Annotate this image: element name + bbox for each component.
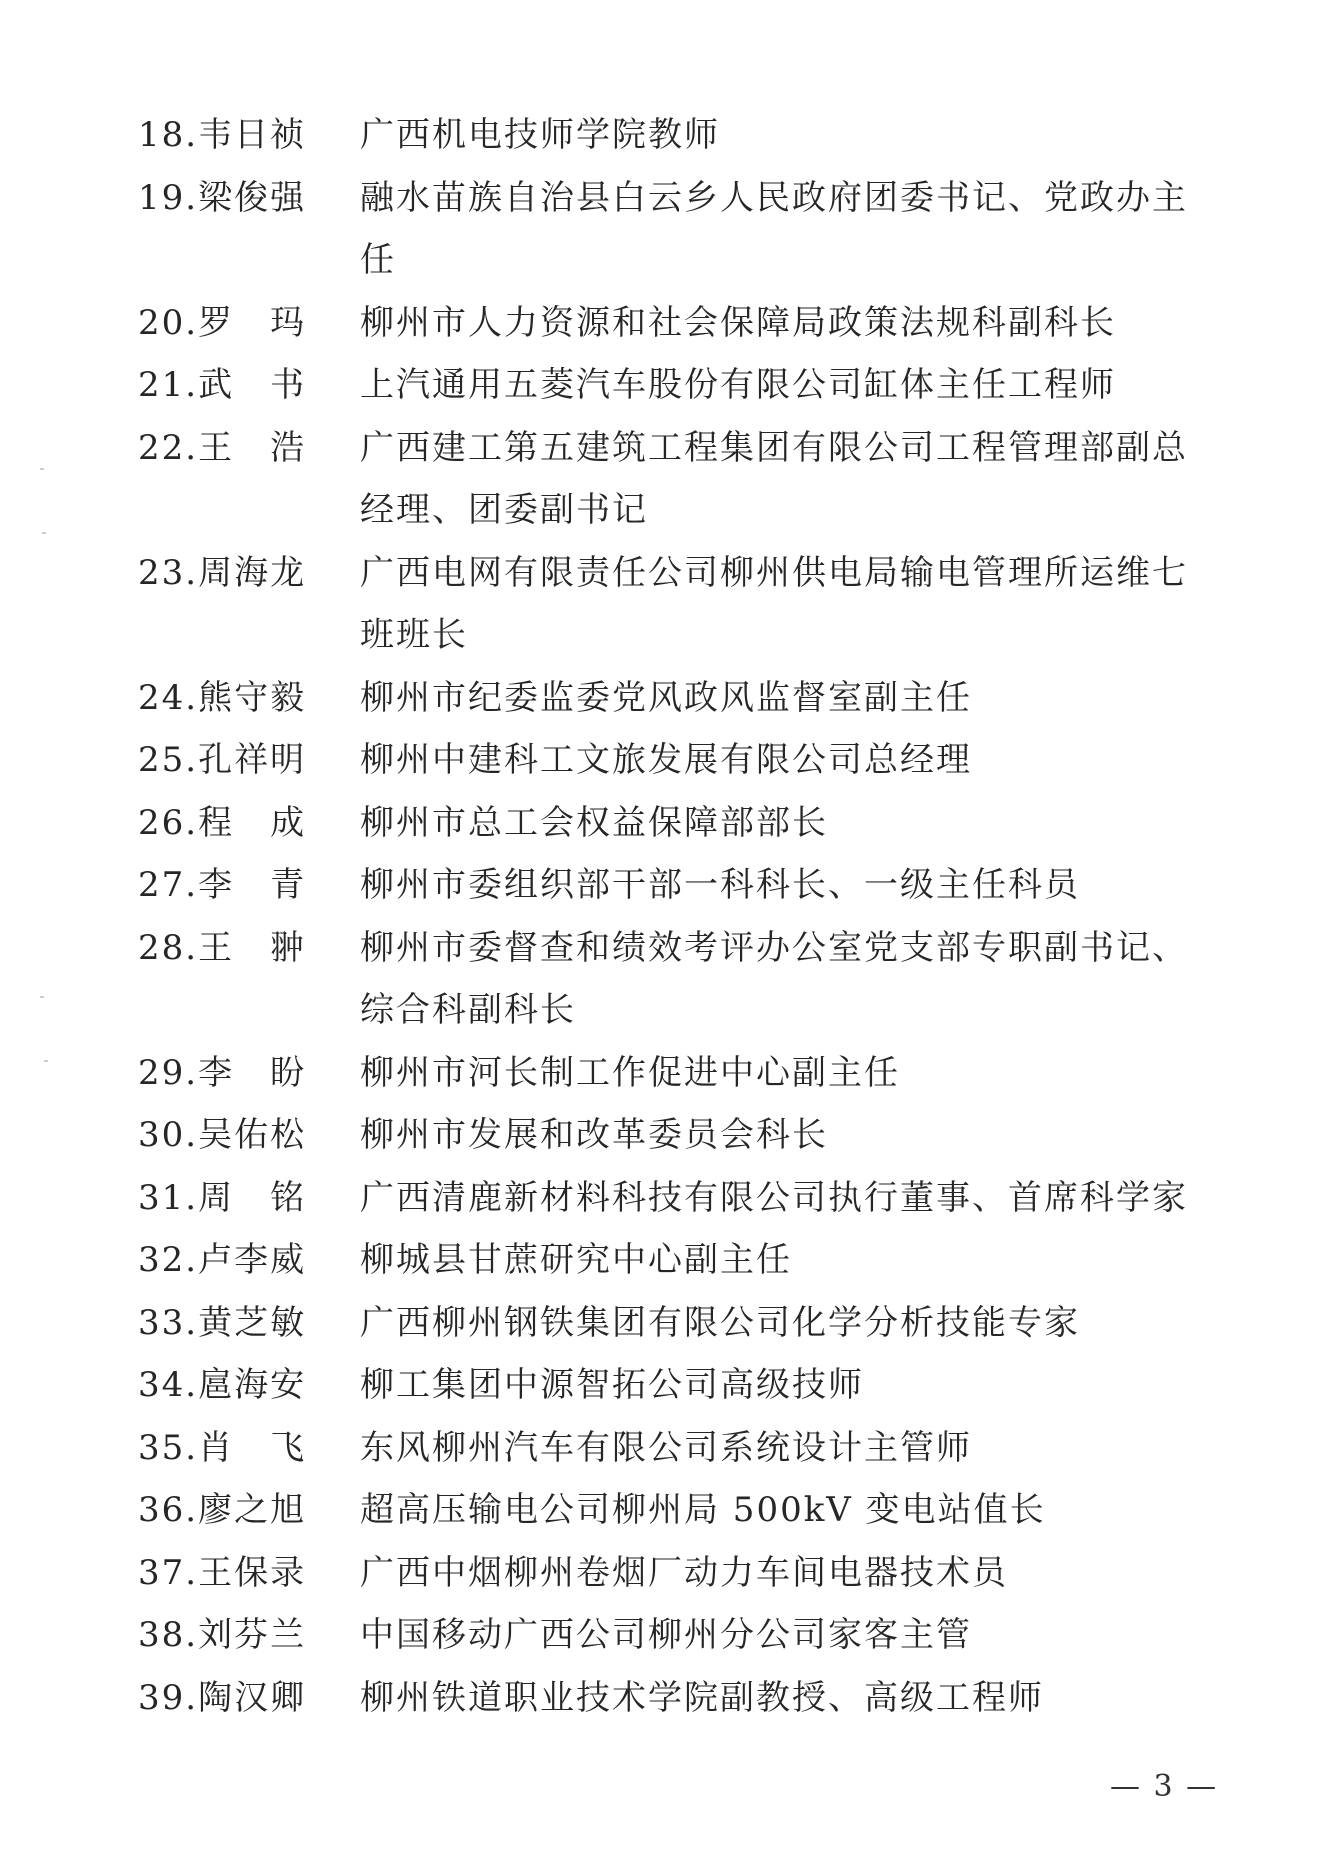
entry-position: 柳州铁道职业技术学院副教授、高级工程师 — [360, 1677, 1044, 1718]
scan-speck — [42, 532, 46, 534]
entry-position: 上汽通用五菱汽车股份有限公司缸体主任工程师 — [360, 365, 1116, 405]
personnel-list — [138, 104, 1188, 1729]
entry-number-name: 32.卢李威 — [138, 1240, 307, 1280]
entry-number-name: 38.刘芬兰 — [138, 1615, 307, 1655]
entry-position: 广西建工第五建筑工程集团有限公司工程管理部副总经理、团委副书记 — [360, 427, 1188, 530]
entry-number-name: 22.王 浩 — [138, 427, 307, 468]
list-item — [138, 104, 1188, 167]
list-item — [138, 542, 1188, 667]
entry-position: 广西机电技师学院教师 — [360, 115, 720, 155]
entry-number-name: 34.扈海安 — [138, 1365, 307, 1405]
entry-position: 柳州市总工会权益保障部部长 — [360, 802, 828, 843]
list-item — [138, 1167, 1188, 1230]
entry-number-name: 23.周海龙 — [138, 552, 307, 593]
entry-position: 广西中烟柳州卷烟厂动力车间电器技术员 — [360, 1552, 1008, 1593]
list-item — [138, 1354, 1188, 1417]
entry-number-name: 30.吴佑松 — [138, 1115, 307, 1155]
entry-position: 东风柳州汽车有限公司系统设计主管师 — [360, 1427, 972, 1468]
entry-number-name: 29.李 盼 — [138, 1052, 307, 1093]
list-item — [138, 1604, 1188, 1667]
list-item — [138, 917, 1188, 1042]
entry-position: 柳州市人力资源和社会保障局政策法规科副科长 — [360, 302, 1116, 343]
list-item — [138, 1042, 1188, 1105]
entry-number-name: 20.罗 玛 — [138, 302, 307, 343]
list-item — [138, 417, 1188, 542]
entry-number-name: 39.陶汉卿 — [138, 1677, 307, 1718]
entry-number-name: 26.程 成 — [138, 802, 307, 843]
entry-number-name: 21.武 书 — [138, 365, 307, 405]
entry-position: 超高压输电公司柳州局 500kV 变电站值长 — [360, 1490, 1046, 1530]
entry-number-name: 25.孔祥明 — [138, 740, 307, 780]
list-item — [138, 792, 1188, 855]
list-item — [138, 854, 1188, 917]
entry-number-name: 35.肖 飞 — [138, 1427, 307, 1468]
list-item — [138, 1417, 1188, 1480]
list-item — [138, 354, 1188, 417]
entry-number-name: 37.王保录 — [138, 1552, 307, 1593]
entry-position: 中国移动广西公司柳州分公司家客主管 — [360, 1615, 972, 1655]
list-item — [138, 1229, 1188, 1292]
entry-position: 柳州市发展和改革委员会科长 — [360, 1115, 828, 1155]
list-item — [138, 167, 1188, 292]
entry-position: 柳州市纪委监委党风政风监督室副主任 — [360, 677, 972, 718]
list-item — [138, 1542, 1188, 1605]
list-item — [138, 667, 1188, 730]
entry-position: 广西柳州钢铁集团有限公司化学分析技能专家 — [360, 1302, 1080, 1343]
entry-position: 柳工集团中源智拓公司高级技师 — [360, 1365, 864, 1405]
entry-position: 广西清鹿新材料科技有限公司执行董事、首席科学家 — [360, 1177, 1188, 1218]
entry-number-name: 24.熊守毅 — [138, 677, 307, 718]
entry-position: 柳州市河长制工作促进中心副主任 — [360, 1052, 900, 1093]
entry-position: 柳城县甘蔗研究中心副主任 — [360, 1240, 792, 1280]
entry-position: 广西电网有限责任公司柳州供电局输电管理所运维七班班长 — [360, 552, 1188, 655]
entry-number-name: 18.韦日祯 — [138, 115, 307, 155]
list-item — [138, 1292, 1188, 1355]
list-item — [138, 1479, 1188, 1542]
entry-number-name: 28.王 翀 — [138, 927, 307, 968]
entry-number-name: 27.李 青 — [138, 865, 307, 905]
entry-number-name: 31.周 铭 — [138, 1177, 307, 1218]
list-item — [138, 729, 1188, 792]
list-item — [138, 1667, 1188, 1730]
entry-position: 融水苗族自治县白云乡人民政府团委书记、党政办主任 — [360, 177, 1188, 280]
entry-position: 柳州中建科工文旅发展有限公司总经理 — [360, 740, 972, 780]
scan-speck — [40, 996, 44, 998]
entry-position: 柳州市委组织部干部一科科长、一级主任科员 — [360, 865, 1080, 905]
list-item — [138, 1104, 1188, 1167]
scan-speck — [44, 1060, 48, 1062]
entry-number-name: 33.黄芝敏 — [138, 1302, 307, 1343]
list-item — [138, 292, 1188, 355]
entry-position: 柳州市委督查和绩效考评办公室党支部专职副书记、综合科副科长 — [360, 927, 1188, 1030]
entry-number-name: 36.廖之旭 — [138, 1490, 307, 1530]
entry-number-name: 19.梁俊强 — [138, 177, 307, 218]
page-number: — 3 — — [1110, 1769, 1219, 1804]
scan-speck — [40, 468, 44, 470]
